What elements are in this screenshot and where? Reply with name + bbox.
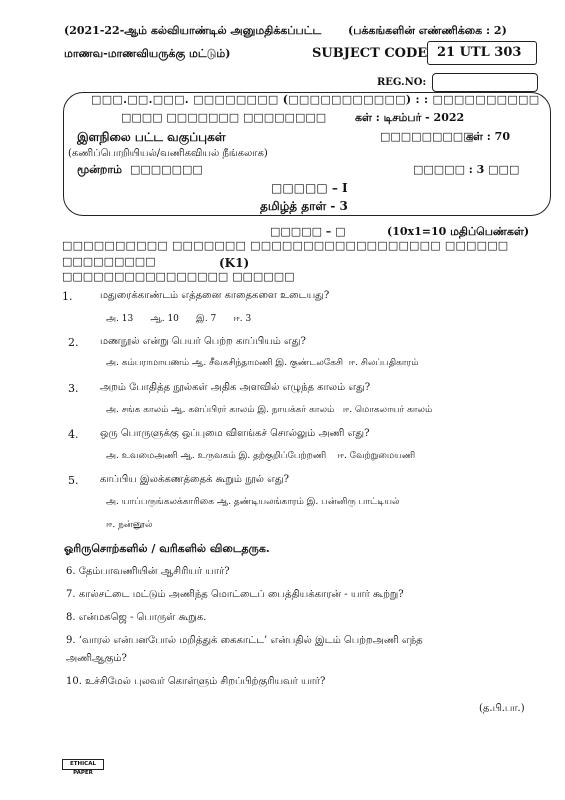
exam-session-glyphs: □□□□ □□□□□□□ □□□□□□□□ [121, 111, 327, 124]
short-question: 10. உச்சிமேல் புலவர் கொள்ளும் சிறப்பிற்குரியவர் யார்? [66, 676, 326, 687]
question-options: அ. சங்க காலம் ஆ. களப்பிரர் காலம் இ. நாயக்கர் காலம் ஈ. மொகலாயர் காலம் [106, 405, 433, 415]
knowledge-level: (K1) [219, 256, 250, 270]
short-question: 7. கால்சட்டை மட்டும் அணிந்த மொட்டைப் பைத்தியக்காரன் - யார் கூற்று? [66, 589, 404, 600]
section-title: □□□□□ – □ [270, 225, 346, 238]
page-turn-note: (த.பி.பா.) [479, 703, 525, 714]
short-question: 9. ‘வாரல் என்பனபோல் மறித்துக் கைகாட்ட’ என்பதில் இடம் பெற்றஅணி எந்த [66, 635, 423, 646]
subject-code-label: SUBJECT CODE [312, 46, 428, 61]
subject-code: 21 UTL 303 [437, 45, 522, 60]
ethical-paper-stamp: ETHICAL PAPER [62, 759, 104, 770]
part-title: □□□□□ – I [271, 181, 348, 195]
question-text: மணநூல் என்று பெயர் பெற்ற காப்பியம் எது? [100, 336, 306, 347]
paper-title: தமிழ்த் தாள் - 3 [260, 199, 348, 213]
exclusion-note: (கணிப்பொறியியல்/வணிகவியல் நீங்கலாக) [68, 148, 268, 159]
q-number: 2. [68, 336, 79, 349]
instruction-line-1: □□□□□□□□□□ □□□□□□□ □□□□□□□□□□□□□□□□□□ □□□□□□ [62, 239, 509, 252]
students-only: மாணவ-மாணவியருக்கு மட்டும்) [64, 47, 231, 60]
degree-level: இளநிலை பட்ட வகுப்புகள் [77, 130, 226, 144]
q-number: 5. [68, 474, 79, 487]
short-question: 8. என்மகஜெ - பொருள் கூறுக. [66, 612, 207, 623]
section-marks-note: (10x1=10 மதிப்பெண்கள்) [387, 225, 530, 238]
question-text: அறம் போதித்த நூல்கள் அதிக அளவில் எழுந்த காலம் எது? [100, 382, 371, 393]
year-line: (2021-22-ஆம் கல்வியாண்டில் அனுமதிக்கப்பட்ட [64, 24, 322, 37]
question-options-cont: ஈ. நன்னூல் [106, 520, 153, 530]
question-text: மதுரைக்காண்டம் எத்தனை காதைகளை உடையது? [100, 290, 330, 301]
question-text: ஒரு பொருளுக்கு ஒப்புமை விளங்கச் சொல்லும் அணி எது? [100, 428, 370, 439]
max-marks: கள் : 70 [466, 130, 510, 143]
reg-no-label: REG.NO: [377, 77, 427, 88]
q-number: 3. [68, 382, 79, 395]
question-text: காப்பிய இலக்கணத்தைக் கூறும் நூல் எது? [100, 474, 289, 485]
page-count: (பக்கங்களின் எண்ணிக்கை : 2) [348, 24, 507, 37]
marks-glyphs: □□□□□□□□□ [380, 130, 474, 143]
short-answer-heading: ஓரிருசொற்களில் / வரிகளில் விடைதருக. [64, 542, 270, 555]
q-number: 1. [62, 290, 73, 303]
semester-glyphs: □□□□□□□ [130, 163, 203, 176]
reg-no-field[interactable] [432, 73, 538, 92]
question-options: அ. யாப்பருங்கலக்காரிகை ஆ. தண்டியலங்காரம் இ. பன்னிரு பாட்டியல் [106, 497, 400, 507]
duration: □□□□□ : 3 □□□ [413, 163, 520, 176]
question-options: அ. 13 ஆ. 10 இ. 7 ஈ. 3 [106, 314, 252, 324]
question-options: அ. உவமைஅணி ஆ. உருவகம் இ. தற்குறிப்பேற்றணி ஈ. வேற்றுமையணி [106, 451, 416, 461]
instruction-line-2: □□□□□□□□□ [62, 255, 156, 268]
short-question: 6. தேம்பாவணியின் ஆசிரியர் யார்? [66, 566, 230, 577]
exam-title-line: □□□.□□.□□□. □□□□□□□□ (□□□□□□□□□□□) : : □□□□□□□□□□ [91, 93, 540, 106]
instruction-line-3: □□□□□□□□□□□□□□□□ □□□□□□ [62, 270, 295, 283]
exam-month: கள் : டிசம்பர் - 2022 [355, 111, 465, 124]
short-question-cont: அணிஆகும்? [66, 653, 127, 664]
semester-label: மூன்றாம் [77, 163, 122, 176]
question-options: அ. கம்பராமாயணம் ஆ. சீவகசிந்தாமணி இ. குண்டலகேசி ஈ. சிலப்பதிகாரம் [106, 358, 419, 368]
q-number: 4. [68, 428, 79, 441]
